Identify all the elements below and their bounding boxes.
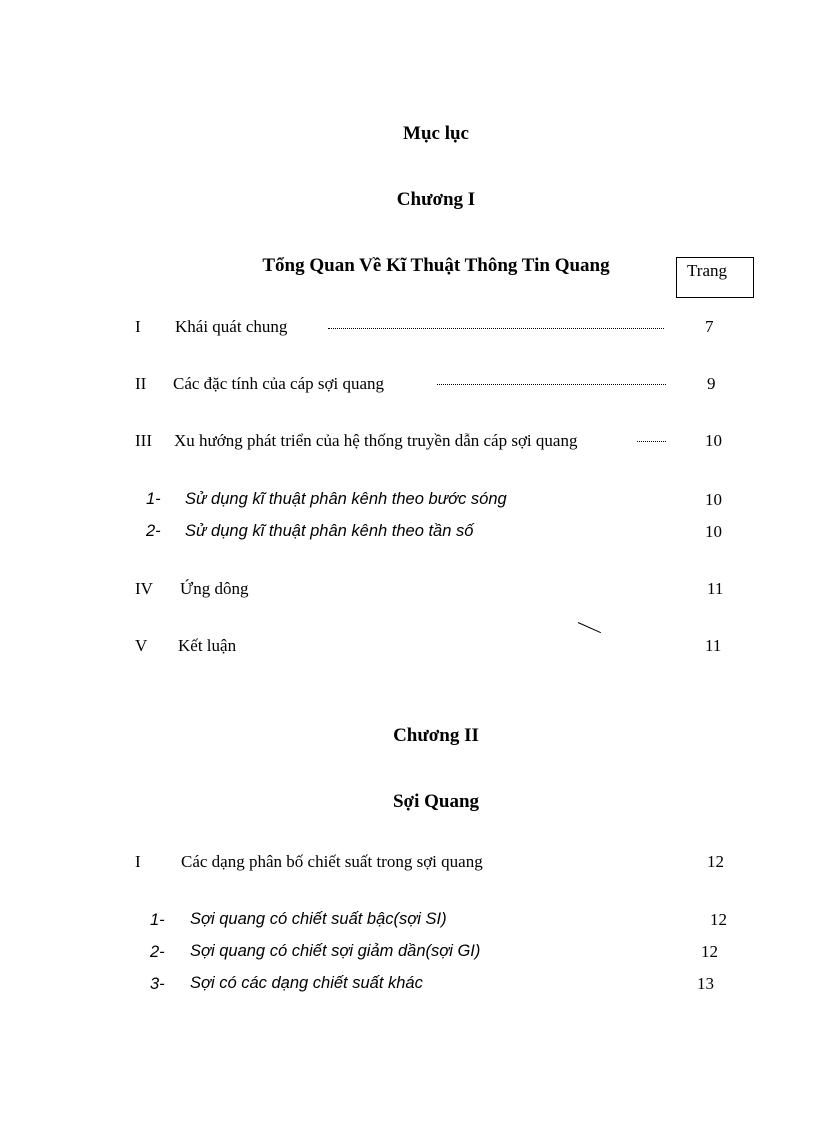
row-number: 3- [150,975,165,993]
chapter1-label: Chương I [396,189,476,210]
row-number: IV [135,579,153,598]
row-title: Các đặc tính của cáp sợi quang [173,374,385,393]
row-number: 2- [150,943,165,961]
row-title: Sợi quang có chiết suất bậc(sợi SI) [190,910,447,928]
stray-mark [578,622,601,633]
row-page-number: 12 [707,852,724,871]
row-page-number: 9 [707,374,716,393]
chapter2-label: Chương II [393,725,479,746]
row-number: 1- [150,911,165,929]
page-column-header-box [676,257,754,298]
chapter1-title: Tổng Quan Về Kĩ Thuật Thông Tin Quang [262,255,610,276]
row-page-number: 11 [707,579,724,598]
row-title: Sử dụng kĩ thuật phân kênh theo bước sóng [185,490,507,508]
row-page-number: 13 [697,974,714,993]
row-page-number: 10 [705,522,722,541]
row-title: Sử dụng kĩ thuật phân kênh theo tần số [185,522,474,540]
row-title: Sợi có các dạng chiết suất khác [190,974,423,992]
row-number: I [135,852,141,871]
dot-leader [637,441,666,442]
row-page-number: 7 [705,317,714,336]
dot-leader [328,328,664,329]
row-page-number: 10 [705,431,722,450]
row-page-number: 12 [701,942,718,961]
row-title: Xu hướng phát triển của hệ thống truyền dẫn cáp sợi quang [174,431,578,450]
row-title: Ứng dông [180,579,249,598]
row-number: III [135,431,152,450]
row-title: Các dạng phân bố chiết suất trong sợi quang [181,852,483,871]
row-title: Khái quát chung [175,317,288,336]
row-number: I [135,317,141,336]
row-title: Kết luận [178,636,237,655]
row-number: 1- [146,490,161,508]
row-title: Sợi quang có chiết sợi giảm dần(sợi GI) [190,942,481,960]
dot-leader [437,384,666,385]
row-page-number: 11 [705,636,722,655]
toc-title: Mục lục [403,123,469,144]
row-page-number: 12 [710,910,727,929]
row-number: II [135,374,147,393]
row-page-number: 10 [705,490,722,509]
row-number: V [135,636,148,655]
row-number: 2- [146,522,161,540]
page-column-header: Trang [687,261,727,280]
chapter2-title: Sợi Quang [392,791,480,812]
